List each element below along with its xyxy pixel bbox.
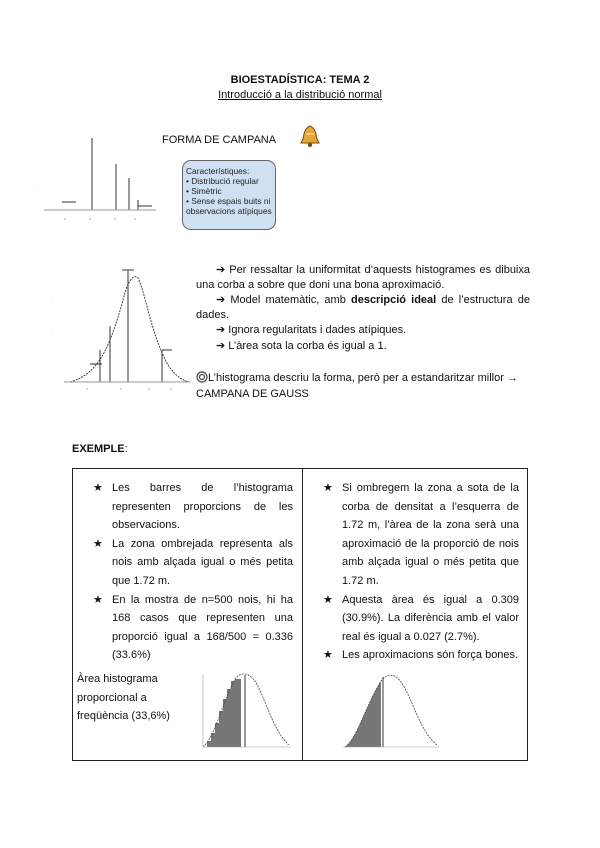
example-table	[72, 468, 528, 761]
star-icon: ★	[323, 649, 333, 662]
hist1-tick: ·	[34, 162, 36, 167]
example-label: EXEMPLE	[72, 443, 125, 455]
list-item: ★ En la mostra de n=500 nois, hi ha 168 casos que representen una proporció igual a 168/500 = 0.336 (33.6%)	[93, 591, 293, 665]
hist2-tick: x	[86, 386, 88, 391]
gauss-note	[196, 371, 536, 401]
histogram-bell-chart	[34, 130, 166, 236]
page-subtitle: Introducció a la distribució normal	[218, 89, 382, 101]
shaded-curve-chart	[341, 671, 441, 751]
characteristics-box	[182, 160, 276, 230]
example-heading	[72, 443, 128, 455]
bullet-text: de l’estructura de dades.	[196, 294, 530, 321]
shaded-bar	[219, 711, 223, 747]
gauss-note-text: L’histograma descriu la forma, però per a estandaritzar millor → CAMPANA DE GAUSS	[196, 372, 518, 400]
star-icon: ★	[323, 593, 333, 606]
histogram-curve-chart	[50, 264, 192, 402]
list-item: ★ Les barres de l’histograma representen proporcions de les observacions.	[93, 479, 293, 535]
area-histogram-label: Àrea histograma proporcional a freqüència (33,6%)	[77, 673, 170, 723]
example-colon: :	[124, 443, 128, 455]
shaded-histogram-chart	[201, 671, 293, 751]
characteristics-item: • Sense espais buits ni	[186, 196, 271, 206]
shaded-bar	[231, 681, 235, 747]
left-column	[93, 479, 293, 665]
hist1-tick: x	[64, 216, 66, 221]
bullet-item	[196, 293, 530, 322]
hist2-tick: ·	[52, 330, 54, 335]
list-item: ★ Aquesta àrea és igual a 0.309 (30.9%). La diferència amb el valor real és igual a 0.027 (2.7%).	[323, 591, 519, 647]
star-icon: ★	[93, 593, 103, 606]
bullet-item: ➔ L’àrea sota la corba és igual a 1.	[216, 339, 387, 352]
target-icon	[196, 371, 208, 387]
hist1-tick: ·	[34, 182, 36, 187]
list-item: ★ La zona ombrejada representa als nois amb alçada igual o més petita que 1.72 m.	[93, 535, 293, 591]
shaded-bar	[227, 689, 231, 747]
list-item: ★ Si ombregem la zona a sota de la corba de densitat a l’esquerra de 1.72 m, l’àrea de la zona serà una aproximació de la proporció de nois amb alçada igual o més petita que 1.72 m.	[323, 479, 519, 591]
bullet-emphasis: descripció ideal	[350, 294, 437, 307]
characteristics-item: observacions atípiques	[186, 206, 272, 216]
hist2-tick: x	[148, 386, 150, 391]
explanation-bullets	[196, 263, 530, 355]
characteristics-heading: Característiques:	[186, 166, 250, 176]
shaded-bar	[235, 679, 241, 747]
right-column	[323, 479, 519, 665]
bullet-text: ➔ Model matemàtic, amb	[216, 294, 346, 307]
hist1-tick: x	[114, 216, 116, 221]
characteristics-item: • Simètric	[186, 186, 222, 196]
hist1-tick: x	[134, 216, 136, 221]
star-icon: ★	[93, 482, 103, 494]
star-icon: ★	[93, 537, 103, 550]
hist2-tick: x	[170, 386, 172, 391]
hist2-density-curve	[70, 277, 190, 382]
bullet-item: ➔ Per ressaltar la uniformitat d’aquests histogrames es dibuixa una corba a sobre que doni una bona aproximació.	[196, 264, 530, 291]
page-title: BIOESTADÍSTICA: TEMA 2	[230, 74, 370, 86]
bell-icon	[298, 124, 322, 148]
list-item: ★ Les aproximacions són força bones.	[323, 646, 519, 665]
hist2-tick: x	[120, 386, 122, 391]
table-divider	[302, 469, 303, 760]
shaded-bar	[211, 733, 215, 747]
star-icon: ★	[323, 482, 333, 494]
hist2-tick: ·	[52, 296, 54, 301]
bullet-item: ➔ Ignora regularitats i dades atípiques.	[216, 324, 407, 337]
hist1-tick: x	[89, 216, 91, 221]
bell-shape-label: FORMA DE CAMPANA	[162, 134, 277, 146]
characteristics-item: • Distribució regular	[186, 176, 259, 186]
